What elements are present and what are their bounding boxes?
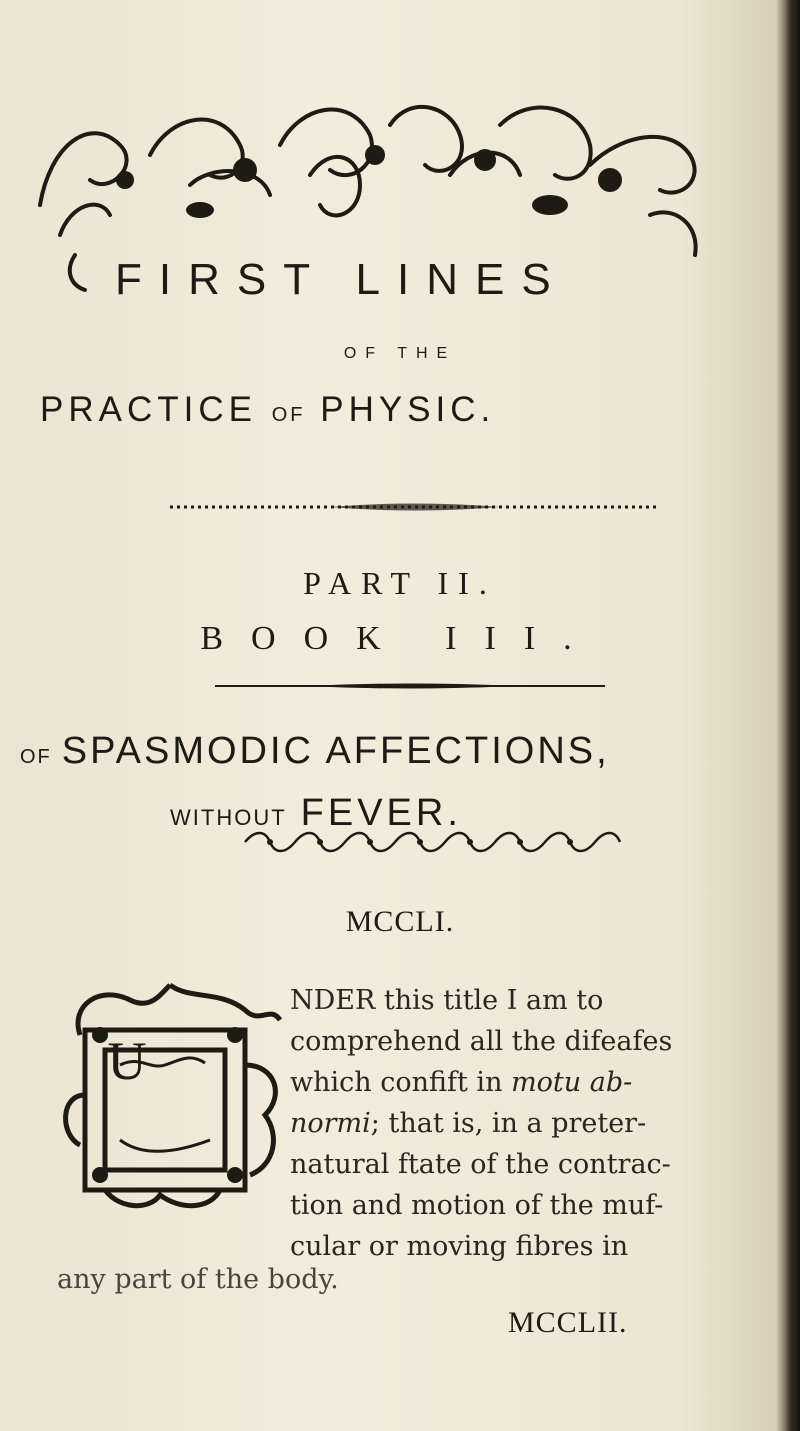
paragraph-line: cular or moving fibres in (290, 1231, 629, 1262)
heading-of: OF (20, 746, 52, 768)
paragraph-line: tion and motion of the muf- (290, 1190, 664, 1221)
page-edge-shadow (786, 0, 800, 1431)
paragraph-text: which confift in (290, 1067, 503, 1098)
heading-without: WITHOUT (170, 805, 287, 830)
title-practice: PRACTICE (40, 390, 257, 429)
paragraph-italic: normi (290, 1108, 371, 1139)
paragraph-last-line: any part of the body. (57, 1264, 339, 1295)
title-physic: PHYSIC. (320, 390, 496, 429)
heading-spasmodic-affections: SPASMODIC AFFECTIONS, (61, 730, 610, 772)
paragraph-italic: motu ab- (511, 1067, 633, 1098)
part-number: PART II. (303, 565, 497, 601)
title-of-the: OF THE (343, 345, 457, 362)
title-of: OF (271, 404, 306, 426)
catchword: MCCLII. (508, 1306, 628, 1339)
paragraph-text: ; that is, in a preter- (370, 1108, 647, 1139)
paragraph-line: NDER this title I am to (290, 985, 604, 1016)
paragraph-line: comprehend all the difeafes (290, 1026, 673, 1057)
thick-rule-icon (215, 683, 605, 689)
paragraph (290, 980, 710, 1267)
title-first-lines: FIRST LINES (115, 255, 568, 304)
heading-fever: FEVER. (300, 792, 462, 834)
chapter-heading (20, 730, 780, 773)
paragraph-line (290, 1103, 710, 1144)
paragraph-line (290, 1062, 710, 1103)
ornament-row-icon (240, 822, 625, 862)
book-number: BOOK III. (200, 620, 600, 657)
decorated-initial-frame-icon (60, 975, 300, 1215)
section-number: MCCLI. (345, 905, 455, 938)
paragraph-line: natural ftate of the contrac- (290, 1149, 671, 1180)
ornamental-rule-icon (170, 500, 660, 514)
title-practice-of-physic (40, 390, 760, 430)
initial-letter: U (107, 1031, 147, 1091)
